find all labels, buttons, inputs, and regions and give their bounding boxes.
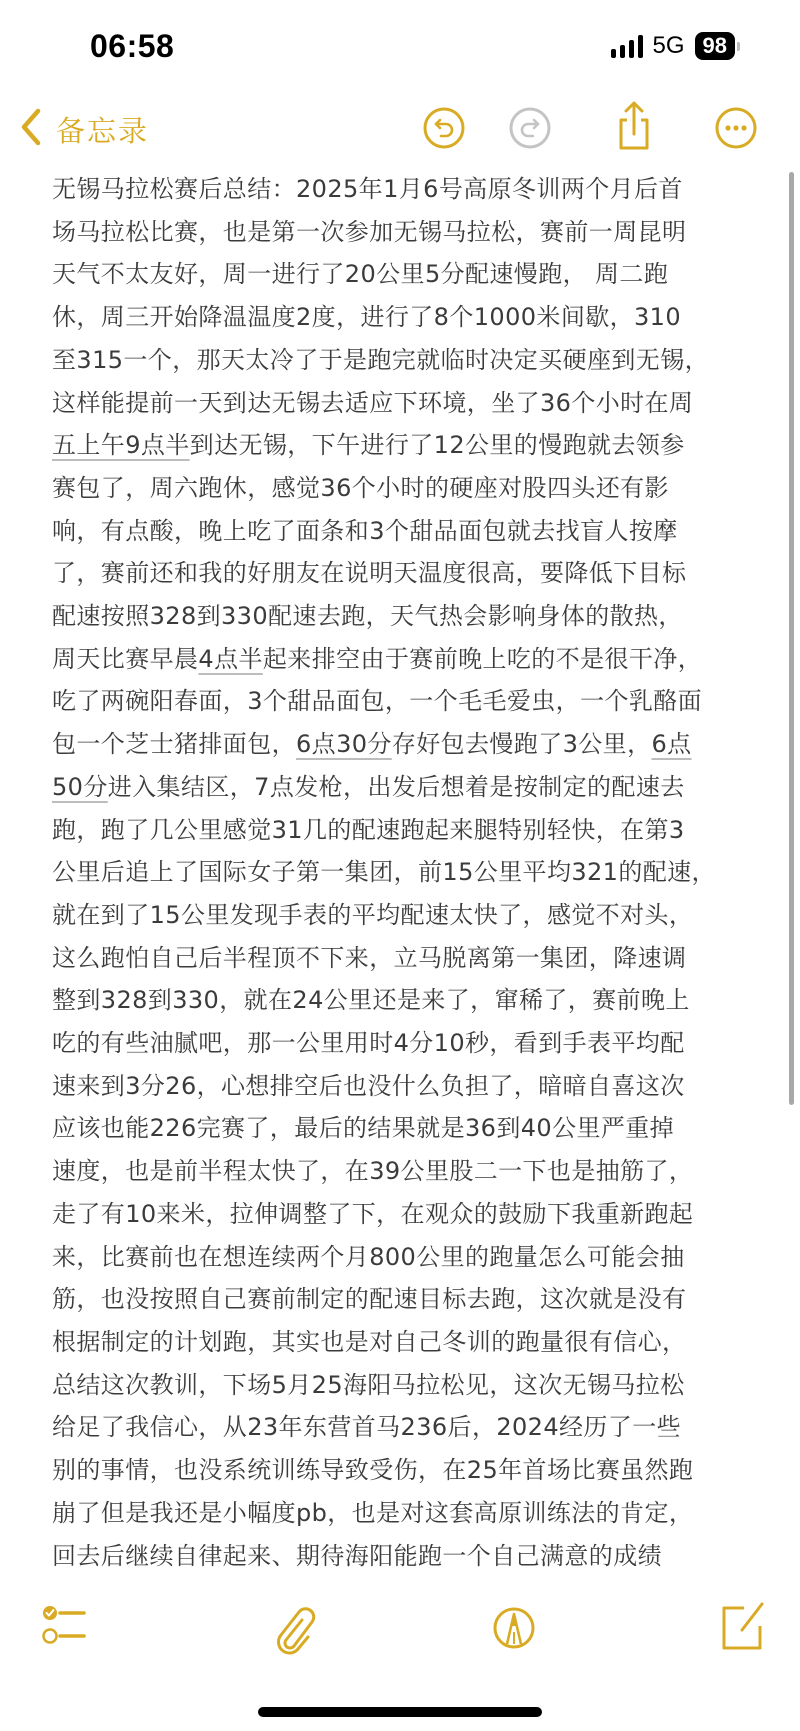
markup-pen-icon (492, 1600, 548, 1656)
undo-button[interactable] (422, 106, 466, 150)
note-text-segment: 包一个芝士猪排面包， (52, 730, 296, 759)
note-text-segment: 赛包了，周六跑休，感觉36个小时的硬座对股四头还有影 (52, 473, 669, 502)
note-line (52, 1492, 764, 1535)
redo-button[interactable] (508, 106, 552, 150)
note-text-segment: 至315一个，那天太冷了于是跑完就临时决定买硬座到无锡， (52, 345, 710, 374)
note-line (52, 809, 764, 852)
note-text-segment: 应该也能226完赛了，最后的结果就是36到40公里严重掉 (52, 1114, 675, 1143)
note-line (52, 1236, 764, 1279)
note-text-segment: 天气不太友好，周一进行了20公里5分配速慢跑， 周二跑 (52, 260, 669, 289)
note-line (52, 1321, 764, 1364)
note-line (52, 1065, 764, 1108)
vertical-scrollbar[interactable] (789, 172, 794, 1105)
note-line (52, 424, 764, 467)
paperclip-icon (268, 1600, 324, 1656)
note-text-segment: 无锡马拉松赛后总结：2025年1月6号高原冬训两个月后首 (52, 175, 683, 203)
compose-button[interactable] (716, 1600, 772, 1656)
note-line (52, 1193, 764, 1236)
note-line (52, 1535, 764, 1578)
note-line (52, 296, 764, 339)
compose-icon (716, 1600, 772, 1656)
note-text-segment: 吃的有些油腻吧，那一公里用时4分10秒，看到手表平均配 (52, 1029, 685, 1058)
note-text-segment: 来，比赛前也在想连续两个月800公里的跑量怎么可能会抽 (52, 1242, 685, 1271)
detected-date-link[interactable]: 6点 (651, 730, 692, 759)
note-text-segment: 跑，跑了几公里感觉31几的配速跑起来腿特别轻快，在第3 (52, 815, 685, 844)
note-line (52, 168, 764, 211)
note-line (52, 382, 764, 425)
status-time: 06:58 (90, 28, 175, 64)
note-text-segment: 回去后继续自律起来、期待海阳能跑一个自己满意的成绩 (52, 1541, 662, 1570)
status-indicators (611, 32, 741, 60)
undo-icon (422, 106, 466, 150)
note-text-segment: 周天比赛早晨 (52, 644, 199, 673)
signal-icon (611, 34, 643, 58)
note-line (52, 1449, 764, 1492)
note-line (52, 937, 764, 980)
note-line (52, 1107, 764, 1150)
note-text-segment: 存好包去慢跑了3公里， (391, 730, 652, 759)
note-line (52, 552, 764, 595)
note-line (52, 979, 764, 1022)
attachment-button[interactable] (268, 1600, 324, 1656)
note-line (52, 1278, 764, 1321)
detected-date-link[interactable]: 五上午9点半 (52, 431, 190, 460)
note-text-segment: 根据制定的计划跑，其实也是对自己冬训的跑量很有信心， (52, 1327, 687, 1356)
battery-level: 98 (695, 32, 735, 60)
note-text-segment: 配速按照328到330配速去跑，天气热会影响身体的散热， (52, 602, 683, 631)
note-text-segment: 整到328到330，就在24公里还是来了，窜稀了，赛前晚上 (52, 986, 690, 1015)
nav-bar (0, 100, 800, 160)
status-bar (0, 0, 800, 90)
note-line (52, 467, 764, 510)
redo-icon (508, 106, 552, 150)
detected-date-link[interactable]: 6点30分 (296, 730, 392, 759)
note-line (52, 595, 764, 638)
chevron-left-icon (20, 108, 42, 150)
note-text-segment: 就在到了15公里发现手表的平均配速太快了，感觉不对头， (52, 900, 694, 929)
note-line (52, 211, 764, 254)
note-text-segment: 速度，也是前半程太快了，在39公里股二一下也是抽筋了， (52, 1157, 694, 1186)
note-text-segment: 场马拉松比赛，也是第一次参加无锡马拉松，赛前一周昆明 (52, 217, 687, 246)
note-line (52, 510, 764, 553)
note-line (52, 1364, 764, 1407)
note-text-segment: 崩了但是我还是小幅度pb，也是对这套高原训练法的肯定， (52, 1498, 694, 1527)
note-text-segment: 这么跑怕自己后半程顶不下来，立马脱离第一集团，降速调 (52, 943, 687, 972)
note-text-segment: 别的事情，也没系统训练导致受伤，在25年首场比赛虽然跑 (52, 1456, 694, 1485)
note-text-segment: 这样能提前一天到达无锡去适应下环境，坐了36个小时在周 (52, 388, 694, 417)
note-text-segment: 休，周三开始降温温度2度，进行了8个1000米间歇，310 (52, 303, 682, 332)
battery-tip (737, 42, 740, 51)
note-line (52, 1406, 764, 1449)
note-text-segment: 起来排空由于赛前晚上吃的不是很干净， (262, 644, 703, 673)
more-button[interactable] (714, 106, 758, 150)
detected-date-link[interactable]: 50分 (52, 772, 108, 801)
share-button[interactable] (612, 100, 656, 152)
note-line (52, 851, 764, 894)
checklist-button[interactable] (40, 1600, 96, 1656)
note-text-area[interactable] (52, 168, 764, 1577)
note-line (52, 253, 764, 296)
note-text-segment: 到达无锡，下午进行了12公里的慢跑就去领参 (189, 431, 685, 460)
network-type: 5G (652, 32, 685, 59)
note-line (52, 894, 764, 937)
note-line (52, 723, 764, 766)
note-text-segment: 响，有点酸，晚上吃了面条和3个甜品面包就去找盲人按摩 (52, 516, 678, 545)
note-text-segment: 筋，也没按照自己赛前制定的配速目标去跑，这次就是没有 (52, 1285, 687, 1314)
note-line (52, 766, 764, 809)
detected-date-link[interactable]: 4点半 (198, 644, 263, 673)
back-button[interactable] (20, 108, 149, 150)
markup-button[interactable] (492, 1600, 548, 1656)
note-text-segment: 吃了两碗阳春面，3个甜品面包，一个毛毛爱虫，一个乳酪面 (52, 687, 703, 716)
note-text-segment: 了，赛前还和我的好朋友在说明天温度很高，要降低下目标 (52, 559, 687, 588)
note-text-segment: 公里后追上了国际女子第一集团，前15公里平均321的配速， (52, 858, 716, 887)
note-line (52, 638, 764, 681)
note-text-segment: 走了有10来米，拉伸调整了下，在观众的鼓励下我重新跑起 (52, 1199, 694, 1228)
bottom-toolbar (0, 1600, 800, 1660)
checklist-icon (40, 1600, 96, 1656)
note-text-segment: 进入集结区，7点发枪，出发后想着是按制定的配速去 (107, 772, 685, 801)
share-icon (612, 100, 656, 152)
back-label: 备忘录 (56, 113, 150, 148)
note-line (52, 680, 764, 723)
home-indicator[interactable] (258, 1707, 542, 1717)
note-line (52, 1022, 764, 1065)
note-text-segment: 总结这次教训，下场5月25海阳马拉松见，这次无锡马拉松 (52, 1370, 685, 1399)
note-line (52, 1150, 764, 1193)
note-line (52, 339, 764, 382)
battery-icon (695, 32, 740, 60)
note-text-segment: 速来到3分26，心想排空后也没什么负担了，暗暗自喜这次 (52, 1071, 685, 1100)
note-text-segment: 给足了我信心，从23年东营首马236后，2024经历了一些 (52, 1413, 682, 1442)
more-icon (714, 106, 758, 150)
